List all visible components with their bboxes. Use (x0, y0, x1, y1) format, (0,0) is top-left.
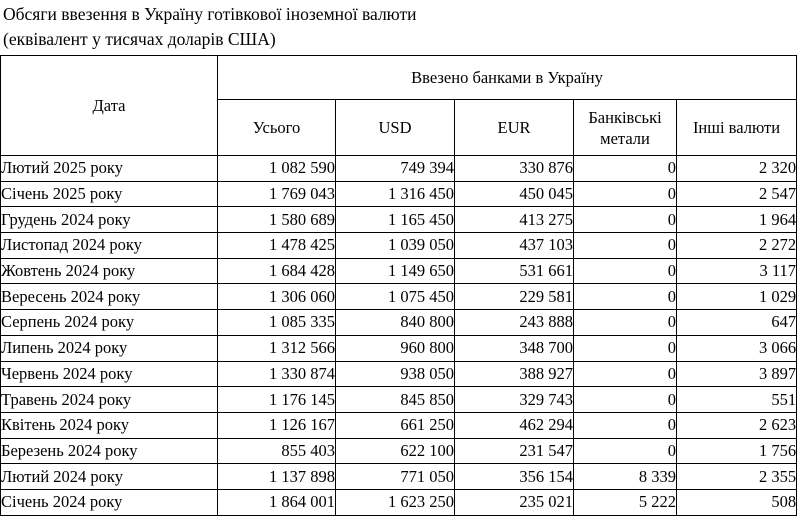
cell-bank-metals: 0 (574, 438, 677, 464)
table-header (1, 56, 797, 156)
cell-usd: 661 250 (336, 412, 455, 438)
header-bank-metals-line-1: Банківські (588, 107, 662, 127)
header-eur: EUR (455, 100, 574, 156)
header-bank-metals (574, 100, 677, 156)
cell-total: 1 137 898 (218, 464, 336, 490)
cell-date: Березень 2024 року (1, 438, 218, 464)
cell-other-currencies: 508 (677, 489, 797, 515)
cell-date: Квітень 2024 року (1, 412, 218, 438)
cell-total: 1 478 425 (218, 233, 336, 259)
title-line-2: (еквівалент у тисячах доларів США) (3, 29, 276, 49)
cell-total: 1 176 145 (218, 387, 336, 413)
cell-usd: 1 165 450 (336, 207, 455, 233)
header-other-currencies: Інші валюти (677, 100, 797, 156)
cell-eur: 330 876 (455, 156, 574, 182)
cell-other-currencies: 551 (677, 387, 797, 413)
cell-bank-metals: 0 (574, 310, 677, 336)
cell-eur: 231 547 (455, 438, 574, 464)
header-date: Дата (1, 56, 218, 156)
table-row (1, 387, 797, 413)
cell-total: 855 403 (218, 438, 336, 464)
cell-other-currencies: 2 320 (677, 156, 797, 182)
cell-other-currencies: 647 (677, 310, 797, 336)
cell-usd: 1 075 450 (336, 284, 455, 310)
cell-usd: 1 623 250 (336, 489, 455, 515)
cell-date: Травень 2024 року (1, 387, 218, 413)
cell-date: Грудень 2024 року (1, 207, 218, 233)
cell-eur: 243 888 (455, 310, 574, 336)
cell-usd: 845 850 (336, 387, 455, 413)
cell-date: Січень 2025 року (1, 181, 218, 207)
cell-total: 1 330 874 (218, 361, 336, 387)
cell-total: 1 082 590 (218, 156, 336, 182)
header-usd: USD (336, 100, 455, 156)
table-body (1, 156, 797, 516)
currency-import-table (0, 55, 797, 516)
cell-other-currencies: 1 756 (677, 438, 797, 464)
cell-eur: 413 275 (455, 207, 574, 233)
table-row (1, 489, 797, 515)
cell-usd: 622 100 (336, 438, 455, 464)
cell-other-currencies: 1 964 (677, 207, 797, 233)
cell-bank-metals: 5 222 (574, 489, 677, 515)
cell-date: Жовтень 2024 року (1, 258, 218, 284)
table-row (1, 438, 797, 464)
cell-eur: 450 045 (455, 181, 574, 207)
cell-eur: 531 661 (455, 258, 574, 284)
cell-bank-metals: 0 (574, 284, 677, 310)
cell-usd: 771 050 (336, 464, 455, 490)
cell-usd: 840 800 (336, 310, 455, 336)
cell-bank-metals: 0 (574, 387, 677, 413)
cell-other-currencies: 3 117 (677, 258, 797, 284)
table-row (1, 207, 797, 233)
cell-usd: 1 149 650 (336, 258, 455, 284)
header-total: Усього (218, 100, 336, 156)
cell-bank-metals: 8 339 (574, 464, 677, 490)
table-row (1, 464, 797, 490)
table-row (1, 156, 797, 182)
table-row (1, 284, 797, 310)
table-row (1, 310, 797, 336)
cell-date: Вересень 2024 року (1, 284, 218, 310)
cell-bank-metals: 0 (574, 233, 677, 259)
cell-total: 1 126 167 (218, 412, 336, 438)
cell-usd: 938 050 (336, 361, 455, 387)
cell-total: 1 864 001 (218, 489, 336, 515)
title-line-1: Обсяги ввезення в Україну готівкової іноземної валюти (3, 4, 417, 24)
cell-date: Лютий 2024 року (1, 464, 218, 490)
cell-date: Лютий 2025 року (1, 156, 218, 182)
cell-eur: 437 103 (455, 233, 574, 259)
cell-total: 1 580 689 (218, 207, 336, 233)
cell-eur: 229 581 (455, 284, 574, 310)
cell-other-currencies: 2 547 (677, 181, 797, 207)
cell-usd: 1 316 450 (336, 181, 455, 207)
cell-usd: 749 394 (336, 156, 455, 182)
table-row (1, 361, 797, 387)
cell-eur: 348 700 (455, 335, 574, 361)
cell-date: Червень 2024 року (1, 361, 218, 387)
cell-bank-metals: 0 (574, 181, 677, 207)
cell-bank-metals: 0 (574, 207, 677, 233)
cell-eur: 329 743 (455, 387, 574, 413)
table-row (1, 258, 797, 284)
cell-eur: 388 927 (455, 361, 574, 387)
cell-usd: 1 039 050 (336, 233, 455, 259)
cell-date: Січень 2024 року (1, 489, 218, 515)
cell-other-currencies: 2 623 (677, 412, 797, 438)
cell-total: 1 312 566 (218, 335, 336, 361)
cell-other-currencies: 1 029 (677, 284, 797, 310)
header-bank-metals-line-2: метали (600, 128, 650, 148)
cell-eur: 462 294 (455, 412, 574, 438)
table-row (1, 181, 797, 207)
cell-bank-metals: 0 (574, 258, 677, 284)
cell-date: Липень 2024 року (1, 335, 218, 361)
cell-total: 1 684 428 (218, 258, 336, 284)
cell-date: Серпень 2024 року (1, 310, 218, 336)
cell-bank-metals: 0 (574, 412, 677, 438)
cell-date: Листопад 2024 року (1, 233, 218, 259)
table-row (1, 412, 797, 438)
cell-bank-metals: 0 (574, 361, 677, 387)
cell-other-currencies: 2 272 (677, 233, 797, 259)
document-title (3, 2, 417, 52)
table-row (1, 233, 797, 259)
cell-bank-metals: 0 (574, 335, 677, 361)
cell-other-currencies: 3 066 (677, 335, 797, 361)
cell-eur: 356 154 (455, 464, 574, 490)
cell-eur: 235 021 (455, 489, 574, 515)
cell-total: 1 769 043 (218, 181, 336, 207)
table-row (1, 335, 797, 361)
cell-usd: 960 800 (336, 335, 455, 361)
cell-other-currencies: 3 897 (677, 361, 797, 387)
cell-bank-metals: 0 (574, 156, 677, 182)
cell-total: 1 085 335 (218, 310, 336, 336)
cell-other-currencies: 2 355 (677, 464, 797, 490)
cell-total: 1 306 060 (218, 284, 336, 310)
header-imported-by-banks: Ввезено банками в Україну (218, 56, 797, 100)
